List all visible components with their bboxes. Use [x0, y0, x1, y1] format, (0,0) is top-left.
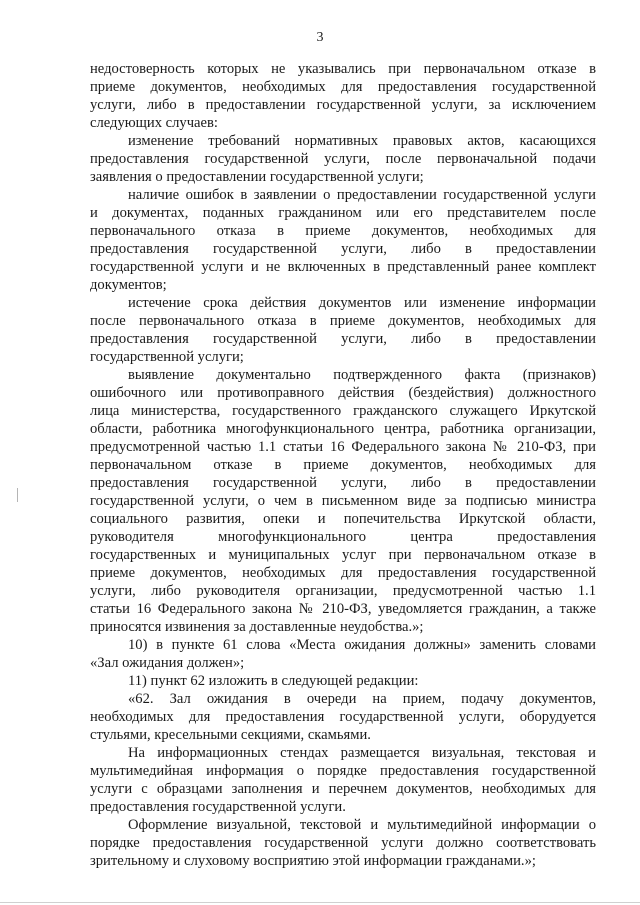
- text-line: выявление документально подтвержденного факта (признаков): [128, 367, 596, 383]
- text-line: после первоначального отказа в приеме документов, необходимых для: [90, 313, 596, 329]
- text-line: наличие ошибок в заявлении о предоставлении государственной услуги: [128, 187, 596, 203]
- text-line: изменение требований нормативных правовых актов, касающихся: [128, 133, 596, 149]
- scan-margin-mark: [17, 488, 18, 502]
- text-line: 10) в пункте 61 слова «Места ожидания должны» заменить словами: [128, 637, 596, 653]
- text-line: государственной услуги;: [90, 349, 244, 365]
- page-number: 3: [316, 30, 324, 45]
- text-line: услуги, либо руководителя организации, предусмотренной частью 1.1: [90, 583, 596, 599]
- text-line: необходимых для предоставления государственной услуги, оборудуется: [90, 709, 596, 725]
- text-line: приеме документов, необходимых для предоставления государственной: [90, 79, 596, 95]
- text-line: истечение срока действия документов или изменение информации: [128, 295, 596, 311]
- text-line: и документах, поданных гражданином или его представителем после: [90, 205, 596, 221]
- text-line: предоставления государственной услуги, после первоначальной подачи: [90, 151, 596, 167]
- text-line: государственной услуги, о чем в письменном виде за подписью министра: [90, 493, 596, 509]
- text-line: мультимедийная информация о порядке предоставления государственной: [90, 763, 596, 779]
- text-line: предоставления государственной услуги, либо в предоставлении: [90, 475, 596, 491]
- text-line: области, работника многофункционального центра, работника организации,: [90, 421, 596, 437]
- text-line: лица министерства, государственного гражданского служащего Иркутской: [90, 403, 596, 419]
- text-line: зрительному и слуховому восприятию этой информации гражданами.»;: [90, 853, 536, 869]
- text-line: документов;: [90, 277, 167, 293]
- text-line: следующих случаев:: [90, 115, 218, 131]
- text-line: приеме документов, необходимых для предоставления государственной: [90, 565, 596, 581]
- text-line: «Зал ожидания должен»;: [90, 655, 245, 671]
- text-line: стульями, кресельными секциями, скамьями.: [90, 727, 371, 743]
- text-line: первоначальном отказе в приеме документов, необходимых для: [90, 457, 596, 473]
- text-line: предоставления государственной услуги.: [90, 799, 346, 815]
- text-line: «62. Зал ожидания в очереди на прием, подачу документов,: [128, 691, 596, 707]
- text-line: государственной услуги и не включенных в представленный ранее комплект: [90, 259, 596, 275]
- text-line: ошибочного или противоправного действия (бездействия) должностного: [90, 385, 596, 401]
- text-line: порядке предоставления государственной услуги должно соответствовать: [90, 835, 596, 851]
- text-line: недостоверность которых не указывались при первоначальном отказе в: [90, 61, 596, 77]
- text-line: приносятся извинения за доставленные неудобства.»;: [90, 619, 424, 635]
- text-line: услуги с образцами заполнения и перечнем документов, необходимых для: [90, 781, 596, 797]
- text-line: статьи 16 Федерального закона № 210-ФЗ, уведомляется гражданин, а также: [90, 601, 596, 617]
- text-line: предоставления государственной услуги, либо в предоставлении: [90, 331, 596, 347]
- text-line: заявления о предоставлении государственной услуги;: [90, 169, 424, 185]
- text-line: государственных и муниципальных услуг при первоначальном отказе в: [90, 547, 596, 563]
- text-line: На информационных стендах размещается визуальная, текстовая и: [128, 745, 596, 761]
- scan-bottom-edge: [0, 902, 640, 903]
- text-line: предусмотренной частью 1.1 статьи 16 Федерального закона № 210-ФЗ, при: [90, 439, 596, 455]
- text-line: Оформление визуальной, текстовой и мультимедийной информации о: [128, 817, 596, 833]
- text-line: первоначального отказа в приеме документов, необходимых для: [90, 223, 596, 239]
- text-line: социального развития, опеки и попечительства Иркутской области,: [90, 511, 596, 527]
- text-line: руководителя многофункционального центра предоставления: [90, 529, 596, 545]
- document-body: [90, 60, 596, 870]
- text-line: предоставления государственной услуги, либо в предоставлении: [90, 241, 596, 257]
- text-line: 11) пункт 62 изложить в следующей редакции:: [128, 673, 419, 689]
- text-line: услуги, либо в предоставлении государственной услуги, за исключением: [90, 97, 596, 113]
